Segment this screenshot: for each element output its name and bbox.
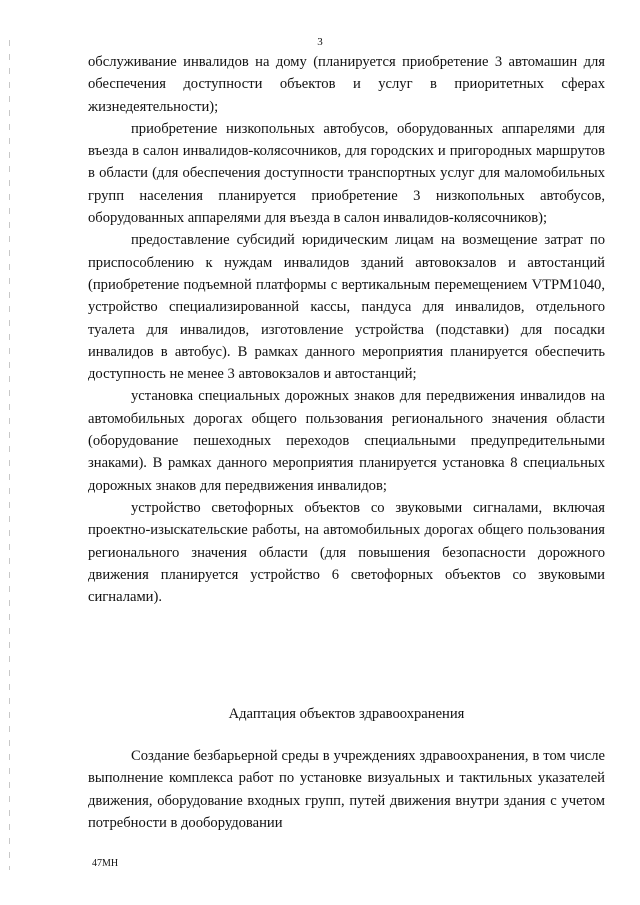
paragraph-bus-station-subsidies: предоставление субсидий юридическим лицам на возмещение затрат по приспособлению к нуждам инвалидов зданий автовокзалов и автостанций (приобретение подъемной платформы с вертикальным перемещением VTPM1040, устройство специализированной кассы, пандуса для инвалидов, отдельного туалета для инвалидов, изготовление устройства (подставки) для посадки инвалидов в автобус). В рамках данного мероприятия планируется обеспечить доступность не менее 3 автовокзалов и автостанций; xyxy=(88,232,605,383)
section-body xyxy=(88,745,605,834)
section-heading: Адаптация объектов здравоохранения xyxy=(228,706,465,722)
body-text xyxy=(88,51,605,608)
paragraph-low-floor-buses: приобретение низкопольных автобусов, оборудованных аппарелями для въезда в салон инвалидов-колясочников, для городских и пригородных маршрутов в области (для обеспечения доступности транспортных услуг для маломобильных групп населения планируется приобретение 3 низкопольных автобусов, оборудованных аппарелями для въезда в салон инвалидов-колясочников); xyxy=(88,120,605,227)
scan-margin-line xyxy=(9,40,10,870)
paragraph-healthcare: Создание безбарьерной среды в учреждениях здравоохранения, в том числе выполнение комплекса работ по установке визуальных и тактильных указателей движения, оборудование входных групп, путей движения внутри здания с учетом потребности в дооборудовании xyxy=(88,748,605,831)
footer-document-code: 47МН xyxy=(92,858,119,869)
paragraph-home-service: обслуживание инвалидов на дому (планируется приобретение 3 автомашин для обеспечения доступности объектов и услуг в приоритетных сферах жизнедеятельности); xyxy=(88,54,605,115)
page-number: 3 xyxy=(317,36,323,48)
paragraph-road-signs: установка специальных дорожных знаков для передвижения инвалидов на автомобильных дорогах общего пользования регионального значения области (оборудование пешеходных переходов специальными предупредительными знаками). В рамках данного мероприятия планируется установка 8 специальных дорожных знаков для передвижения инвалидов; xyxy=(88,388,605,494)
paragraph-traffic-lights: устройство светофорных объектов со звуковыми сигналами, включая проектно-изыскательские работы, на автомобильных дорогах общего пользования регионального значения области (для повышения безопасности дорожного движения планируется устройство 6 светофорных объектов со звуковыми сигналами). xyxy=(88,499,605,606)
